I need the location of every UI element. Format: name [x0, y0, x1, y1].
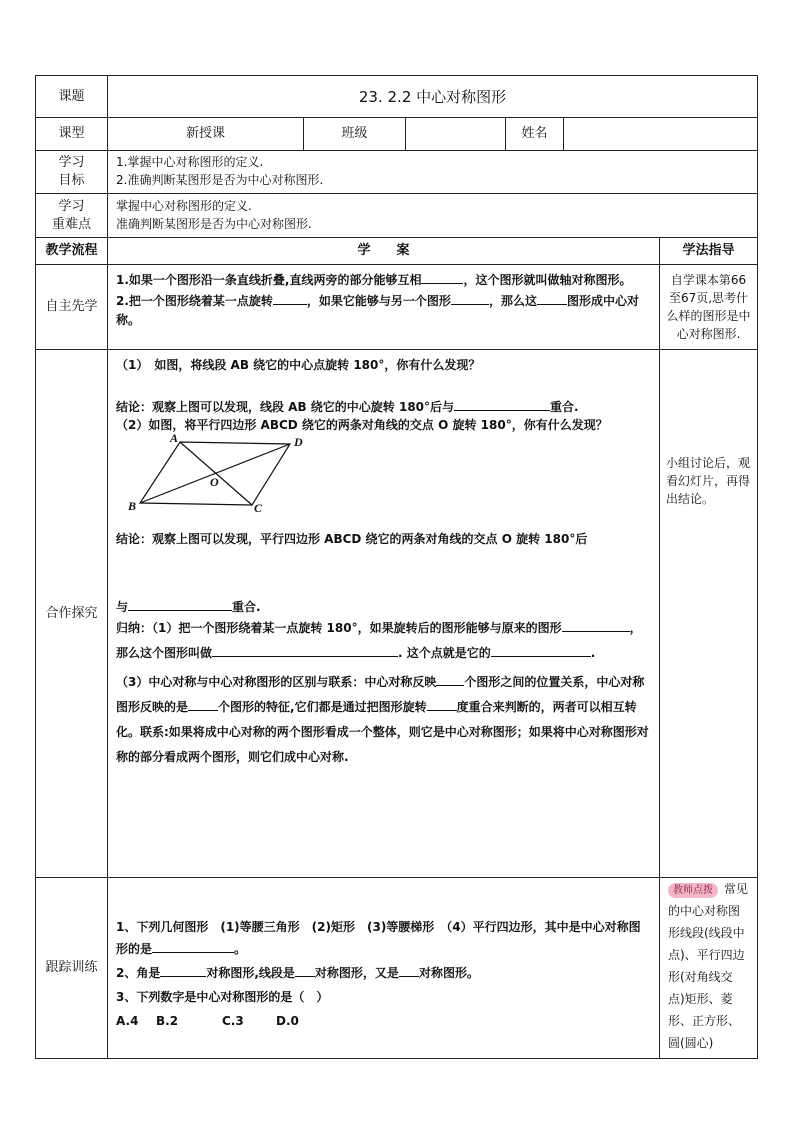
point-c-label: C: [254, 501, 263, 514]
self-study-content: [108, 265, 660, 350]
practice-content: [108, 878, 660, 1059]
cooperate-part1: （1） 如图，将线段 AB 绕它的中心点旋转 180°，你有什么发现？: [116, 358, 481, 372]
option-d[interactable]: D.0: [276, 1014, 299, 1028]
keypoint-2: 准确判断某图形是否为中心对称图形.: [116, 217, 312, 231]
goals-label-line-1: 学习: [58, 155, 85, 170]
goal-1: 1.掌握中心对称图形的定义.: [116, 155, 264, 169]
cooperate-conclusion-2: 结论：观察上图可以发现，平行四边形 ABCD 绕它的两条对角线的交点 O 旋转 180°后: [116, 532, 588, 546]
goals-content: [108, 151, 758, 194]
self-study-q2: 2.把一个图形绕着某一点旋转 ，如果它能够与另一个图形 ，那么这 图形成中心对称。: [116, 290, 651, 330]
option-c[interactable]: C.3: [222, 1014, 244, 1028]
keypoints-label: [36, 194, 108, 238]
self-study-guide: 自学课本第66至67页,思考什么样的图形是中心对称图形.: [660, 265, 758, 350]
diagonal-bd: [140, 444, 290, 503]
point-o-label: O: [210, 475, 219, 489]
cooperate-part2: （2）如图，将平行四边形 ABCD 绕它的两条对角线的交点 O 旋转 180°，你有什么发现？: [116, 418, 608, 432]
name-field[interactable]: [564, 118, 758, 151]
page-title: 23. 2.2 中心对称图形: [108, 76, 758, 118]
point-d-label: D: [294, 435, 303, 449]
cooperate-conclusion-1: 结论：观察上图可以发现，线段 AB 绕它的中心旋转 180°后与 重合.: [116, 396, 651, 416]
practice-guide: [660, 878, 758, 1059]
topic-label: 课题: [36, 76, 108, 118]
self-study-q1: 1.如果一个图形沿一条直线折叠,直线两旁的部分能够互相 ，这个图形就叫做轴对称图形。: [116, 269, 651, 290]
blank-part3-1[interactable]: [436, 671, 464, 686]
cooperate-label: 合作探究: [36, 350, 108, 878]
guide-column-header: 学法指导: [660, 238, 758, 265]
point-a-label: A: [170, 434, 179, 445]
practice-q2: 2、角是 对称图形,线段是 对称图形，又是 对称图形。: [116, 962, 651, 984]
type-label: 课型: [36, 118, 108, 151]
cooperate-part3: （3）中心对称与中心对称图形的区别与联系：中心对称反映 个图形之间的位置关系，中心对称图形反映的是 个图形的特征,它们都是通过把图形旋转 度重合来判断的，两者可以相互转化。联系:如果将成中心对称的两个图形看成一个整体，则它是中心对称图形；如果将中心对称图形对称的部分看成两个图形，则它们成中心对称.: [116, 670, 651, 770]
practice-label: 跟踪训练: [36, 878, 108, 1059]
practice-q3: 3、下列数字是中心对称图形的是（ ）: [116, 990, 329, 1004]
keypoints-content: [108, 194, 758, 238]
blank-q2-2[interactable]: [451, 290, 489, 305]
blank-practice-q1[interactable]: [152, 938, 234, 953]
blank-summary-1[interactable]: [562, 617, 630, 632]
point-b-label: B: [128, 499, 137, 513]
parallelogram-figure: [124, 434, 324, 514]
type-value: 新授课: [108, 118, 304, 151]
keypoints-label-line-1: 学习: [58, 198, 85, 214]
blank-part3-2[interactable]: [188, 696, 218, 711]
blank-part3-3[interactable]: [427, 696, 457, 711]
cooperate-guide: 小组讨论后，观看幻灯片，再得出结论。: [660, 350, 758, 878]
flow-column-header: 教学流程: [36, 238, 108, 265]
self-study-label: 自主先学: [36, 265, 108, 350]
blank-practice-q2-2[interactable]: [295, 962, 315, 977]
blank-q2-3[interactable]: [537, 290, 567, 305]
practice-guide-text: 常见的中心对称图形线段(线段中点)、平行四边形(对角线交点)矩形、菱形、正方形、圆(圆心): [668, 882, 749, 1050]
cooperate-content: [108, 350, 660, 878]
cooperate-with: 与 重合.: [116, 596, 651, 616]
blank-with[interactable]: [128, 596, 232, 611]
goals-label-line-2: 目标: [58, 173, 85, 188]
name-label: 姓名: [506, 118, 564, 151]
blank-q2-1[interactable]: [273, 290, 307, 305]
option-a[interactable]: A.4: [116, 1014, 139, 1028]
class-field[interactable]: [406, 118, 506, 151]
goals-label: [36, 151, 108, 194]
keypoints-label-line-2: 重难点: [51, 216, 91, 232]
plan-column-header: 学 案: [108, 238, 660, 265]
blank-practice-q2-1[interactable]: [160, 962, 206, 977]
class-label: 班级: [304, 118, 406, 151]
keypoint-1: 掌握中心对称图形的定义.: [116, 199, 252, 213]
blank-summary-2[interactable]: [212, 642, 398, 657]
practice-q1: 1、下列几何图形 (1)等腰三角形 (2)矩形 (3)等腰梯形 （4）平行四边形，其中是中心对称图形的是 。: [116, 920, 641, 956]
cooperate-summary: 归纳：（1）把一个图形绕着某一点旋转 180°，如果旋转后的图形能够与原来的图形 ，那么这个图形叫做 . 这个点就是它的 .: [116, 616, 651, 666]
blank-concl1[interactable]: [454, 396, 550, 411]
teacher-tip-badge: 教师点拨: [668, 883, 718, 898]
blank-practice-q2-3[interactable]: [399, 962, 419, 977]
practice-options: [116, 1010, 651, 1032]
option-b[interactable]: B.2: [156, 1014, 179, 1028]
blank-q1[interactable]: [421, 269, 463, 284]
lesson-plan-table: [35, 75, 758, 1059]
goal-2: 2.准确判断某图形是否为中心对称图形.: [116, 173, 324, 187]
blank-summary-3[interactable]: [491, 642, 591, 657]
